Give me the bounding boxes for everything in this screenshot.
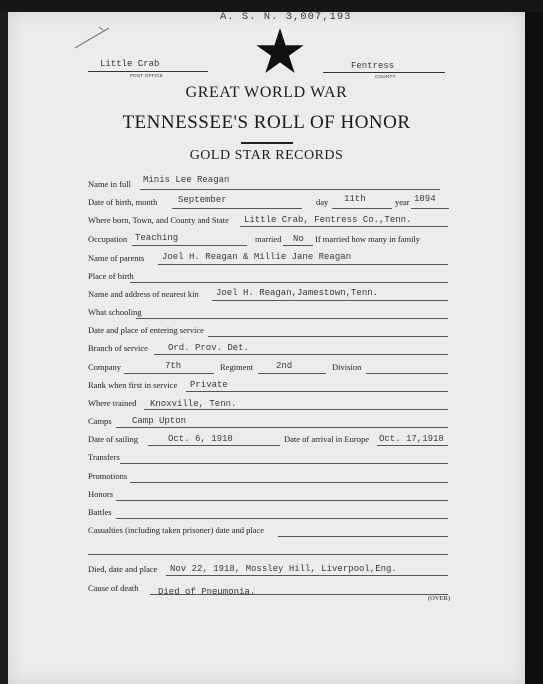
label-company: Company	[88, 362, 122, 372]
line-casualties-2	[88, 554, 448, 555]
label-battles: Battles	[88, 507, 112, 517]
label-cause: Cause of death	[88, 583, 139, 593]
label-year: year	[395, 197, 410, 207]
value-company: 7th	[165, 361, 182, 371]
value-born: Little Crab, Fentress Co.,Tenn.	[244, 215, 412, 225]
line-branch	[154, 354, 448, 355]
label-dob-month: Date of birth, month	[88, 197, 158, 207]
label-division: Division	[332, 362, 362, 372]
line-sailing	[148, 445, 280, 446]
line-year	[411, 208, 449, 209]
label-trained: Where trained	[88, 398, 137, 408]
line-cause	[150, 594, 448, 595]
line-married	[283, 245, 313, 246]
line-trained	[144, 409, 448, 410]
value-year: 1894	[414, 194, 436, 204]
value-married: No	[293, 234, 304, 244]
label-born: Where born, Town, and County and State	[88, 215, 229, 225]
value-camps: Camp Upton	[132, 416, 187, 426]
label-name: Name in full	[88, 179, 131, 189]
line-day	[332, 208, 392, 209]
title-roll-of-honor: TENNESSEE'S ROLL OF HONOR	[122, 112, 411, 133]
line-kin	[212, 300, 448, 301]
pencil-mark	[73, 24, 113, 50]
value-cause: Died of Pneumonia.	[158, 587, 256, 597]
line-division	[366, 373, 448, 374]
line-born	[240, 226, 448, 227]
value-died: Nov 22, 1918, Mossley Hill, Liverpool,Eng.	[170, 564, 397, 574]
county-value: Fentress	[351, 61, 395, 71]
line-casualties	[278, 536, 448, 537]
over-note: (OVER)	[428, 595, 451, 602]
post-office-caption: POST OFFICE	[130, 73, 164, 78]
line-died	[166, 575, 448, 576]
label-place-birth: Place of birth	[88, 271, 134, 281]
label-camps: Camps	[88, 416, 112, 426]
post-office-line	[88, 71, 208, 72]
title-great-world-war: GREAT WORLD WAR	[185, 84, 348, 101]
line-honors	[116, 500, 448, 501]
line-parents	[158, 264, 448, 265]
county-line	[323, 72, 445, 73]
line-camps	[116, 427, 448, 428]
line-rank	[186, 391, 448, 392]
label-entering: Date and place of entering service	[88, 325, 204, 335]
scan-border-right	[525, 12, 543, 684]
label-day: day	[316, 197, 329, 207]
line-dob-month	[172, 208, 302, 209]
value-occupation: Teaching	[135, 233, 179, 243]
label-occupation: Occupation	[88, 234, 128, 244]
line-name	[140, 189, 440, 190]
value-branch: Ord. Prov. Det.	[168, 343, 250, 353]
line-place-birth	[130, 282, 448, 283]
label-casualties: Casualties (including taken prisoner) date and place	[88, 525, 265, 535]
line-arrival	[377, 445, 448, 446]
value-sailing: Oct. 6, 1918	[168, 434, 233, 444]
line-company	[124, 373, 214, 374]
record-card	[8, 12, 525, 684]
label-parents: Name of parents	[88, 253, 145, 263]
value-rank: Private	[190, 380, 228, 390]
label-schooling: What schooling	[88, 307, 142, 317]
label-branch: Branch of service	[88, 343, 148, 353]
scan-border-top	[0, 0, 543, 12]
star-icon	[256, 28, 304, 74]
value-name: Minis Lee Reagan	[143, 175, 230, 185]
label-arrival: Date of arrival in Europe	[284, 434, 369, 444]
label-rank: Rank when first in service	[88, 380, 178, 390]
label-honors: Honors	[88, 489, 114, 499]
title-rule	[241, 142, 293, 144]
label-kin: Name and address of nearest kin	[88, 289, 199, 299]
line-transfers	[120, 463, 448, 464]
value-dob-month: September	[178, 195, 227, 205]
line-promotions	[130, 482, 448, 483]
value-regiment: 2nd	[276, 361, 293, 371]
label-regiment: Regiment	[220, 362, 254, 372]
post-office-value: Little Crab	[100, 59, 160, 69]
line-occupation	[132, 245, 247, 246]
label-died: Died, date and place	[88, 564, 158, 574]
line-entering	[208, 336, 448, 337]
title-gold-star-records: GOLD STAR RECORDS	[189, 148, 344, 163]
line-schooling	[136, 318, 448, 319]
value-kin: Joel H. Reagan,Jamestown,Tenn.	[216, 288, 379, 298]
value-day: 11th	[344, 194, 366, 204]
value-trained: Knoxville, Tenn.	[150, 399, 237, 409]
line-regiment	[258, 373, 326, 374]
value-arrival: Oct. 17,1918	[379, 434, 444, 444]
county-caption: COUNTY	[375, 74, 396, 79]
label-married: married	[255, 234, 282, 244]
label-promotions: Promotions	[88, 471, 128, 481]
label-transfers: Transfers	[88, 452, 120, 462]
serial-number: A. S. N. 3,007,193	[220, 12, 352, 23]
label-if-married: If married how many in family	[315, 234, 421, 244]
line-battles	[116, 518, 448, 519]
value-parents: Joel H. Reagan & Millie Jane Reagan	[162, 252, 352, 262]
label-sailing: Date of sailing	[88, 434, 139, 444]
